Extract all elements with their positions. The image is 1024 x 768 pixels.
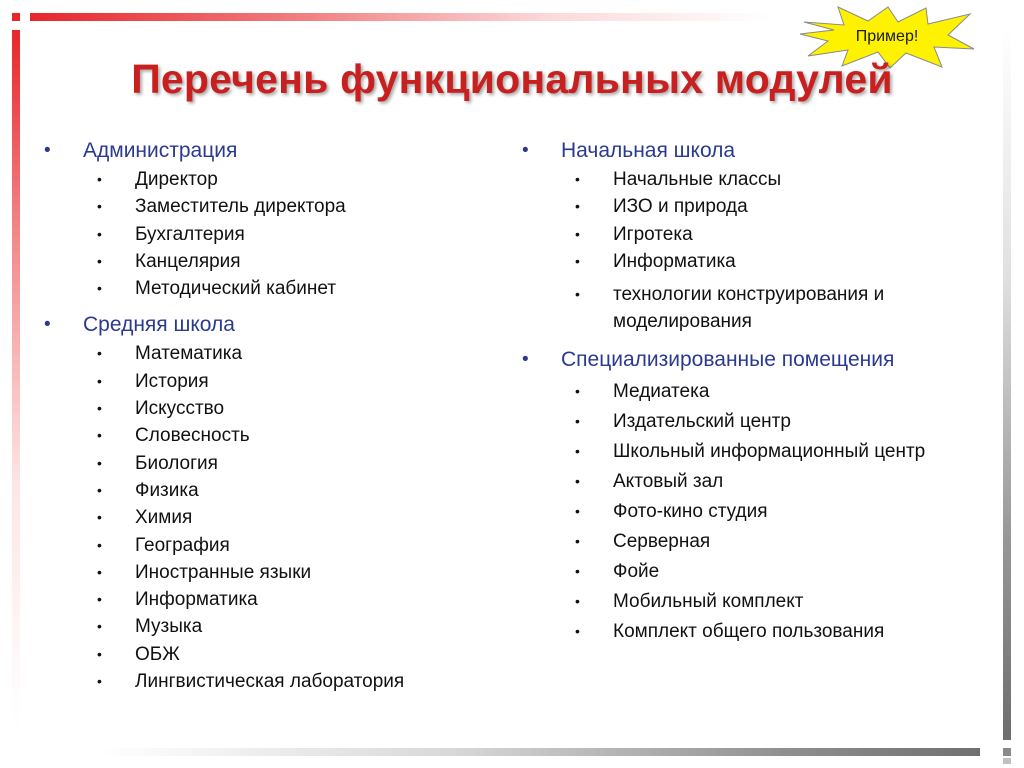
frame-corner-top-left	[12, 13, 20, 21]
list-item: • ОБЖ	[40, 641, 480, 668]
list-item: • технологии конструирования и моделирования	[518, 281, 988, 335]
list-item: • Биология	[40, 450, 480, 477]
list-item: • Химия	[40, 504, 480, 531]
left-column	[40, 136, 480, 695]
list-item: • Начальные классы	[518, 166, 988, 193]
list-item: • Актовый зал	[518, 469, 988, 494]
list-item: • Искусство	[40, 395, 480, 422]
group-secondary-school	[40, 310, 480, 695]
group-title: • Администрация	[40, 136, 480, 166]
list-item: • Школьный информационный центр	[518, 439, 988, 464]
group-title: • Средняя школа	[40, 310, 480, 340]
group-title: • Специализированные помещения	[518, 345, 988, 375]
group-items	[518, 379, 988, 644]
group-items	[518, 166, 988, 335]
frame-bottom-bar	[100, 748, 980, 756]
list-item: • Физика	[40, 477, 480, 504]
list-item: • Серверная	[518, 529, 988, 554]
list-item: • Информатика	[518, 248, 988, 275]
list-item: • Заместитель директора	[40, 193, 480, 220]
list-item: • История	[40, 368, 480, 395]
list-item: • Информатика	[40, 586, 480, 613]
list-item: • Иностранные языки	[40, 559, 480, 586]
group-administration	[40, 136, 480, 302]
list-item: • Фото-кино студия	[518, 499, 988, 524]
group-primary-school	[518, 136, 988, 335]
frame-corner-bottom-right-shadow	[1003, 758, 1011, 764]
list-item: • Фойе	[518, 559, 988, 584]
list-item: • Математика	[40, 340, 480, 367]
list-item: • Издательский центр	[518, 409, 988, 434]
list-item: • Методический кабинет	[40, 275, 480, 302]
frame-left-bar	[12, 30, 20, 730]
list-item: • Игротека	[518, 221, 988, 248]
list-item: • Бухгалтерия	[40, 221, 480, 248]
list-item: • Комплект общего пользования	[518, 619, 988, 644]
list-item: • Мобильный комплект	[518, 589, 988, 614]
slide-title: Перечень функциональных модулей	[131, 56, 893, 102]
group-items	[40, 340, 480, 695]
list-item: • Словесность	[40, 422, 480, 449]
list-item: • Лингвистическая лаборатория	[40, 668, 480, 695]
group-specialized-rooms	[518, 345, 988, 644]
frame-right-bar	[1003, 30, 1011, 740]
list-item: • Канцелярия	[40, 248, 480, 275]
example-badge-label: Пример!	[855, 28, 919, 45]
right-column	[518, 136, 988, 649]
list-item: • Директор	[40, 166, 480, 193]
list-item: • ИЗО и природа	[518, 193, 988, 220]
list-item: • Музыка	[40, 613, 480, 640]
list-item: • Медиатека	[518, 379, 988, 404]
frame-corner-bottom-right	[1003, 748, 1011, 756]
group-title: • Начальная школа	[518, 136, 988, 166]
frame-top-bar	[30, 13, 770, 21]
list-item: • География	[40, 532, 480, 559]
group-items	[40, 166, 480, 302]
